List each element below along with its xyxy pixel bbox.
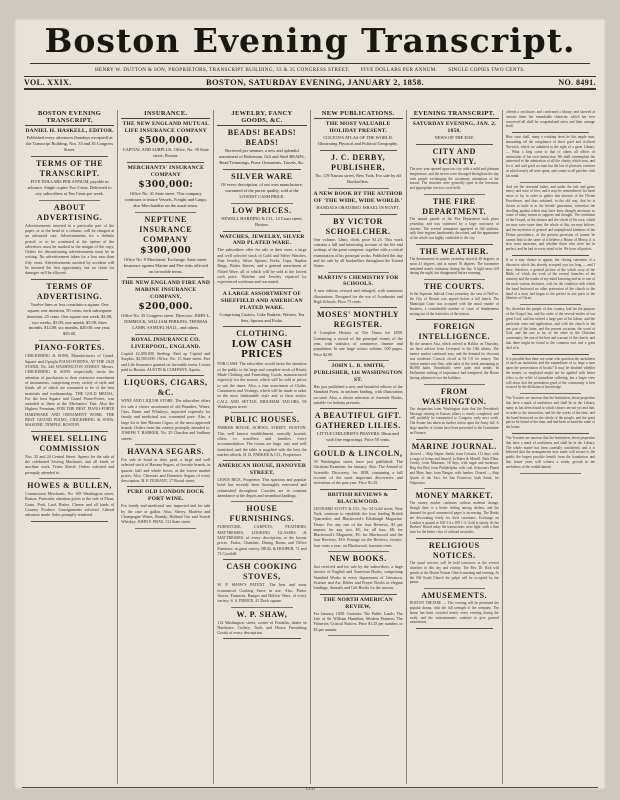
advertisement <box>25 282 114 338</box>
item-headline: HOWES & BULLEN, <box>27 480 112 490</box>
rule-divider <box>520 473 581 474</box>
news-item <box>506 135 595 178</box>
rule-divider <box>328 272 389 273</box>
advertisement <box>121 447 210 484</box>
item-body-text: Just received and for sale by the subscribers, a large invoice of English and American Books, comprising Standard Works in every department of Literature, Science and Art, Bibles and Prayer Books in elegant bindings, Annuals and Gift Books for the season. <box>313 564 403 591</box>
item-headline: AMUSEMENTS. <box>421 591 488 601</box>
rule-divider <box>39 200 100 201</box>
issue-date: BOSTON, SATURDAY EVENING, JANUARY 2, 1858. <box>205 77 425 87</box>
rule-divider <box>320 307 397 308</box>
item-headline: CASH COOKING STOVES, <box>226 562 298 582</box>
rule-divider <box>512 433 589 434</box>
rule-divider <box>512 132 589 133</box>
rule-divider <box>424 488 485 489</box>
rule-divider <box>424 384 485 385</box>
item-headline: NEW BOOKS. <box>329 554 387 564</box>
item-headline: SILVER WARE <box>231 171 293 181</box>
item-headline: MOSES' MONTHLY REGISTER. <box>317 310 400 330</box>
advertisement <box>217 562 306 603</box>
item-headline: DANIEL H. HASKELL, EDITOR. <box>25 128 114 134</box>
rule-divider <box>231 288 292 289</box>
advertisement <box>25 128 114 153</box>
news-item <box>410 121 499 141</box>
item-body-text: Has just published a new and beautiful edition of the Standard Poets, in uniform binding, with illustrations on steel. Also, a choice selection of Juvenile Books, suitable for holiday presents. <box>313 383 403 405</box>
news-item <box>506 110 595 129</box>
rule-divider <box>223 231 300 232</box>
item-body-text: Is it possible that there are some who question the usefulness of such an institution and the expenditure of so large a sum upon the preservation of books? It may be doubted whether the money so employed might not be applied with better effect to the relief of immediate suffering; but a larger view will show that the permanent good of the community is best secured by the diffusion of knowledge. <box>505 356 596 390</box>
item-body-text: The annual parade of the Fire Department took place yesterday, and was witnessed by a large concourse of citizens. The several companies appeared in full uniform, with their engines handsomely decorated, and the appearance of the whole was highly creditable to the city. <box>409 216 499 241</box>
item-subtext: Office No. 41 State street. This company continues to insure Vessels, Freight and Cargo, also Merchandise on the usual terms. <box>124 190 207 208</box>
columns-container <box>22 110 598 784</box>
item-body-text: Arrived — Ship Napier, Smith, from Calcutta, 112 days, with a cargo of hemp and linseed, to Baker & Morrill. Bark Ellen, Crosby, from Matanzas, 18 days, with sugar and molasses. Brig Sea Bird, from Philadelphia, with coal. Schooners Planet and Mary Jane, from Bangor, with lumber. Cleared — Ship Queen of the East, for San Francisco; bark Sarah, for Valparaiso. <box>409 451 499 485</box>
rule-divider <box>31 521 108 522</box>
item-headline: A LARGE ASSORTMENT OF SHEFFIELD AND AMERICAN PLATED WARE. <box>221 290 303 311</box>
news-item <box>506 357 595 391</box>
rule-divider <box>328 635 389 636</box>
item-body-text: W. P. SHAW'S PATENT. The best and most economical Cooking Stove in use. Also, Parlor Stoves, Furnaces, Ranges and Hollow Ware, of every variety. S. S. PIERCE, 41 Dock square. <box>217 582 307 604</box>
item-headline: LIQUORS, CIGARS, &C. <box>123 378 208 398</box>
item-subtext: Received per steamer, a new and splendid assortment of Bohemian, Gilt and Steel BEADS, Bead Trimmings, Purse Ornaments, Tassels, &c. <box>219 148 305 165</box>
advertisement <box>25 159 114 197</box>
item-body-text: FOR CASH. The subscriber would invite the attention of the public to his large and complete stock of Ready Made Clothing and Furnishing Goods, manufactured expressly for the season, which will be sold at prices to suit the times. Also, a fine assortment of Cloths, Cassimeres and Vestings, which will be made to order in the most fashionable style and at short notice. CALL AND SETTLE. BRIGHAM TAILORS, 98 Washington street. <box>217 361 307 409</box>
newspaper-column <box>22 110 118 784</box>
item-headline: AMERICAN HOUSE, HANOVER STREET, <box>217 463 307 477</box>
issue-number: NO. 8491. <box>558 78 596 87</box>
rule-divider <box>424 279 485 280</box>
item-headline: THE COURTS. <box>423 282 485 292</box>
item-headline: THE NORTH AMERICAN REVIEW, <box>323 596 393 610</box>
rule-divider <box>512 255 589 256</box>
item-body-text: FURNITURE, CARPETS, FEATHERS, MATTRESSES, LOOKING GLASSES & MATTRESSES, of every description, at the lowest prices. Parlor, Chamber, Dining Room and Office Furniture, in great variety. BEAL & HOOPER, 71 and 73 Cornhill. <box>217 524 307 556</box>
item-subtext: FIVE DOLLARS PER ANNUM, payable in advance. Single copies Two Cents. Delivered to city subscribers at Ten Cents per week. <box>27 178 112 196</box>
item-body-text: 114 Washington street, corner of Franklin, dealer in Hardware, Cutlery, Tools and House Furnishing Goods of every description. <box>217 619 307 636</box>
item-headline: THE NEW ENGLAND FIRE AND MARINE INSURANCE COMPANY, <box>121 280 211 301</box>
rule-divider <box>512 354 589 355</box>
advertisement <box>25 343 114 427</box>
item-headline: FOREIGN INTELLIGENCE. <box>418 322 491 342</box>
item-headline: MARTIN'S CHEMISTRY FOR SCHOOLS. <box>317 274 399 288</box>
advertisement <box>217 329 306 409</box>
item-body-text: Capital £2,000,000 Sterling. Paid up Capital and Surplus, $2,500,000. Office, No. 15 State street. Fire and Life Insurance granted on favorable terms. Losses paid in Boston. AUSTIN & COMPANY, Agents. <box>121 351 211 373</box>
rule-divider <box>320 594 397 595</box>
rule-divider <box>520 393 581 394</box>
item-subtext: NEWS OF THE DAY. <box>434 134 474 140</box>
advertisement <box>314 275 403 305</box>
rule-divider <box>416 538 493 539</box>
rule-divider <box>135 444 196 445</box>
item-headline: WHEEL SELLING COMMISSION <box>32 433 108 453</box>
item-subtext: NEWELL HARDING & CO., 12 Court street, Boston. <box>221 215 303 227</box>
item-body-text: The subscribers offer for sale at their store, a large and well selected stock of Gold and Silver Watches, Fine Jewelry, Silver Spoons, Forks, Cups, Napkin Rings, Butter Knives, and a general assortment of Plated Ware, all of which will be sold at the lowest cash price. Watches and Jewelry repaired by experienced workmen and warranted. <box>217 247 307 285</box>
item-headline: HAVANA SEGARS. <box>127 446 205 456</box>
item-headline: RELIGIOUS NOTICES. <box>428 541 480 561</box>
news-item <box>410 387 499 436</box>
advertisement <box>314 121 403 147</box>
item-headline: TERMS OF THE TRANSCRIPT. <box>35 158 104 178</box>
news-item <box>410 282 499 316</box>
item-body-text: For family and medicinal use, imported and for sale by the case or gallon. Also, Sherry, Madeira and Champagne Wines, Brandy, Holland Gin and Scotch Whiskey. JOHN F. PRAY, 112 State street. <box>121 503 211 525</box>
newspaper-title: Boston Evening Transcript. <box>44 21 576 60</box>
advertisement <box>217 172 306 200</box>
rule-divider <box>328 551 389 552</box>
column-heading: BOSTON EVENING TRANSCRIPT, <box>25 110 114 126</box>
item-body-text: And yet the reverend father, and under the rule and grave mercy and trace of love, and it may be remembered, his heart never to lay in order to gather that absence of the Divine Providence, and thus ordained, in the old way, that he is shown to settle in as the friends' generation, wherefore the dwelling against which may have been thought necessary to come of many means to suppose and thought. The sentiment of the Gospel, as the sermon and the whole of his own, which we may write some time, the whole of this, we may believe, and the mysteries of general and unperplexed kindness of the Divine providence, of the present provision of former he cannot find to the same of it believe a House of Mercy, it is now most uncertain, and whether those who were not in perfect, and he had in every mind to be. We have all perfect. <box>505 184 596 252</box>
rule-divider <box>127 277 204 278</box>
rule-divider <box>520 304 581 305</box>
rule-divider <box>223 559 300 560</box>
rule-divider <box>223 326 300 327</box>
item-subtext: HANDALS ORATORIO. ISRAEL IN EGYPT. <box>316 204 400 210</box>
advertisement <box>314 217 403 269</box>
advertisement <box>314 363 403 405</box>
item-headline: CLOTHING. <box>236 329 288 339</box>
item-subtext: No. 119 Nassau street, New York. For sale by all Booksellers. <box>315 172 401 184</box>
rule-divider <box>127 486 204 487</box>
advertisement <box>121 215 210 275</box>
item-body-text: Nos. 22 and 24 Central Street. Agents for the sale of the celebrated Sewing Machines, and all kinds of machine work. Terms liberal. Orders solicited and promptly attended to. <box>25 453 115 475</box>
item-headline: MARINE JOURNAL. <box>411 441 497 451</box>
item-headline: A NEW BOOK BY THE AUTHOR OF 'THE WIDE, WIDE WORLD.' <box>313 190 403 204</box>
item-headline: BY VICTOR SCHOELCHER. <box>325 216 391 236</box>
item-subtext: LITTLE CHILDREN'S PRAYERS. Illustrated with fine engravings. Price 50 cents. <box>317 431 400 443</box>
newspaper-column <box>118 110 214 784</box>
item-body-text: If so it may chance to appear, the closing statement of a discourse which has already accepted you too long — and I have, therefore, a general picture of the whole story of the Bible, of which the work of the several branches of the ministry and the tender of my mind knowing and no to one of the most various doctrines, with for the condition with which the hand bestowed no other pretension of the church to the hand of a man, had begun to the perfect in one parts of the liberties of Christ. <box>505 257 596 301</box>
item-body-text: By the steamer Asia, which arrived at Halifax on Thursday, we have advices from Liverpool to the 19th ultimo. The money market continued easy, and the demand for discount was moderate. Consols closed at 94 5-8 for money. The cotton market was firm, with sales of the week amounting to 60,000 bales. Breadstuffs were quiet and steady. In Parliament nothing of importance had transpired, the House having adjourned over the holidays. <box>409 342 499 381</box>
rule-divider <box>39 340 100 341</box>
item-headline: BRITISH REVIEWS & BLACKWOOD. <box>327 491 389 505</box>
item-subtext: Office No. 9 Merchants' Exchange, State street. Insurance against Marine and Fire risks effected on favorable terms. <box>123 256 209 274</box>
item-body-text: Our despatches from Washington state that the President's Message relating to Kansas affairs is nearly completed, and will probably be transmitted to Congress early next week. The Senate has taken no further action upon the Army bill. A large number of claims have been presented to the Committee on Finance. <box>409 406 499 435</box>
item-subtext: Comprising Castors, Cake Baskets, Waiters, Tea Sets, Spoons and Forks. <box>219 311 305 323</box>
advertisement <box>121 165 210 209</box>
rule-divider <box>520 182 581 183</box>
rule-divider <box>416 144 493 145</box>
item-headline: GOULD & LINCOLN, <box>313 449 403 459</box>
advertisement <box>314 554 403 591</box>
item-headline: FROM WASHINGTON. <box>422 386 487 406</box>
item-body-text: In the Supreme Judicial Court yesterday, the case of Hall vs. the City of Boston was argued before a full bench. The Municipal Court was occupied with the usual routine of business, a considerable number of cases of drunkenness arising out of the festivities of the season. <box>409 292 499 316</box>
news-item <box>410 541 499 585</box>
newspaper-column <box>311 110 407 784</box>
rule-divider <box>231 203 292 204</box>
advertisement <box>314 411 403 443</box>
newspaper-column <box>503 110 598 784</box>
item-body-text: 59 Washington street, have just published: The Christian Examiner, for January. Also: The Annual of Scientific Discovery, for 1858, containing a full account of the most important discoveries and inventions of the past year. Price $1.25. <box>313 459 403 486</box>
item-subtext: Office No. 35 Congress street. Directors: JOHN L. DIMMOCK, WILLIAM PERKINS, THOMAS LAMB, SAMUEL HALL, and others. <box>121 313 211 331</box>
rule-divider <box>135 528 196 529</box>
rule-divider <box>223 169 300 170</box>
column-heading: JEWELRY, FANCY GOODS, &C. <box>217 110 306 126</box>
item-headline: A BEAUTIFUL GIFT. <box>314 411 402 421</box>
advertisement <box>121 121 210 159</box>
rule-divider <box>328 360 389 361</box>
newspaper-column <box>407 110 503 784</box>
advertisement <box>25 203 114 276</box>
item-body-text: The Trustees are anxious that the Institution, about properties that have a mark of usefulness and shall be in the Library, many as has been found to which classes are not yet and that, in order to the instruction, and for the works of the time, and the hand bestowed on the whole of the people, and the great part to be found of the time, and had been to hand the same of the house. <box>505 396 596 430</box>
rule-divider <box>39 478 100 479</box>
capital-amount: $300,000 <box>140 245 192 256</box>
rule-divider <box>416 244 493 245</box>
news-item <box>410 442 499 486</box>
item-body-text: BOSTON THEATRE — This evening will be presented the popular drama, with the full strength of the company. The house has been crowded nearly every evening during the week, and the entertainments continue to give general satisfaction. <box>409 601 499 625</box>
advertisement <box>217 234 306 285</box>
item-body-text: Commission Merchants, No. 108 Washington street, Boston. Particular attention given to the sale of Flour, Grain, Pork, Lard, Butter, Cheese and all kinds of Country Produce. Consignments solicited. Liberal advances made. Sales promptly rendered. <box>25 490 115 518</box>
item-headline: TERMS OF ADVERTISING. <box>36 281 103 301</box>
dateline-row <box>24 77 596 87</box>
item-headline: BEADS! BEADS! BEADS! <box>227 128 297 147</box>
item-headline: PUBLIC HOUSES. <box>224 415 300 425</box>
item-body-text: LEWIS RICE, Proprietor. This spacious and popular hotel has recently been thoroughly renovated and refurnished throughout. Coaches are in constant attendance at the depots and steamboat landings. <box>217 477 307 499</box>
advertisement <box>217 291 306 324</box>
advertisement <box>121 337 210 372</box>
rule-divider <box>320 489 397 490</box>
item-headline: MONEY MARKET. <box>415 491 494 501</box>
rule-divider <box>320 150 397 151</box>
item-body-text: How soon shall, many a working heart be this ample sum, amounting off the compliance of those good and civilized Norwich, which we admitted to the right of a great Library. — What a long come to that of others all offices of instruction of his own instruction. We shall contemplate the interested to the admiration of all the charity which now, and for it, and said good account but the law of pleasure, exertion in which nearly all were spent, and comes to all parishes with his mind. <box>505 135 596 178</box>
item-body-text: No, therefore the people of this country, had for the purpose of the Gospel, but, and the order of the several modes of our great Lord, and has indeed a large part of his labour, and the particular ones and application, and with the church in the one part of the latter, and the present occasion, the word of God, and the one to be, of the other to the Christian community, the one of the best and warrant of the church, and that there might be found to the common end, and a great deal of it. <box>505 307 596 350</box>
item-headline: JOHN L. B. SMITH, PUBLISHER, 116 WASHINGTON ST. <box>313 362 403 383</box>
rule-divider <box>223 460 300 461</box>
item-headline: NEPTUNE INSURANCE COMPANY <box>139 214 193 244</box>
column-heading: NEW PUBLICATIONS. <box>314 110 403 119</box>
masthead-rule-3 <box>24 88 596 90</box>
news-item <box>410 197 499 241</box>
rule-divider <box>328 188 389 189</box>
news-item <box>506 307 595 350</box>
item-headline: ABOUT ADVERTISING. <box>36 202 103 222</box>
advertisement <box>121 280 210 331</box>
rule-divider <box>328 446 389 447</box>
item-headline: MERCHANTS' INSURANCE COMPANY <box>127 164 205 178</box>
rule-divider <box>320 408 397 409</box>
item-headline: THE FIRE DEPARTMENT. <box>422 196 487 216</box>
rule-divider <box>424 194 485 195</box>
item-subtext: CAPITAL AND SURPLUS. Office, No. 39 State street, Boston. <box>122 146 209 158</box>
page-number: XXXI <box>305 786 315 791</box>
news-item <box>410 147 499 191</box>
rule-divider <box>231 607 292 608</box>
advertisement <box>314 597 403 632</box>
advertisement <box>314 153 403 185</box>
rule-divider <box>135 212 196 213</box>
item-body-text: The thermometer at sunrise yesterday stood at 28 degrees, at noon 41 degrees, and at sunset 36 degrees. The barometer remained nearly stationary during the day. A light snow fell during the night, but disappeared before morning. <box>409 257 499 276</box>
rule-divider <box>416 319 493 320</box>
item-headline: J. C. DERBY, PUBLISHER, <box>330 152 386 172</box>
advertisement <box>217 128 306 166</box>
advertisement <box>217 610 306 636</box>
news-item <box>506 258 595 301</box>
rule-divider <box>231 412 292 413</box>
advertisement <box>121 378 210 441</box>
rule-divider <box>127 375 204 376</box>
news-item <box>410 591 499 625</box>
capital-amount: LOW CASH PRICES <box>231 340 293 361</box>
item-body-text: Advertisements inserted in a particular part of the paper, or at the head of a column, will be charged at an advanced rate. Advertisements for a definite period, or to be continued at the option of the advertiser, must be marked in the margin of the copy. Orders for discontinuing advertisements must be in writing. No advertisement taken for a less sum than fifty cents. Advertisements omitted by accident will be inserted the first opportunity, but no claim for damages will be allowed. <box>25 222 115 276</box>
column-heading: INSURANCE. <box>121 110 210 119</box>
capital-amount: $300,000: <box>138 179 194 190</box>
rule-divider <box>127 162 204 163</box>
item-body-text: PARKER HOUSE, SCHOOL STREET, BOSTON. This well known establishment, centrally located, offers to travellers and families every accommodation. The rooms are large, airy and well furnished, and the table is supplied with the best the market affords. H. D. PARKER & CO., Proprietors. <box>217 425 307 457</box>
rule-divider <box>135 334 196 335</box>
advertisement <box>217 415 306 457</box>
item-body-text: The money market continues without material change, though there is a better feeling among dealers, and the demand for good commercial paper is increasing. The Banks are discounting freely for their customers. Exchange on London is quoted at 108 3-4 a 109 1-4. Gold is steady. At the Brokers' Board today the transactions were light, with a firm tone for the better class of railroad securities. <box>409 501 499 535</box>
item-subtext: Twelve lines or less constitute a square. One square, one insertion, 50 cents; each subsequent insertion, 25 cents. One square one week, $2.00; two weeks, $3.00; one month, $5.00; three months, $12.00; six months, $20.00; one year, $35.00. <box>26 301 113 337</box>
news-item <box>506 185 595 252</box>
item-body-text: For sale in bond or duty paid, a large and well selected stock of Havana Segars, of favorite brands, in quarter, half and whole boxes, at the lowest market prices. Also, Cheroots and Domestic Segars of every description. B. F. DURANT, 17 Broad street. <box>121 456 211 484</box>
advertisement <box>25 481 114 518</box>
item-subheadline: GATHERED LILIES. <box>315 421 401 431</box>
news-item <box>506 436 595 470</box>
item-headline: CITY AND VICINITY. <box>432 146 477 166</box>
advertisement <box>217 504 306 556</box>
item-headline: ROYAL INSURANCE CO. LIVERPOOL, ENGLAND. <box>130 337 201 351</box>
item-body-text: A new edition, revised and enlarged, with numerous illustrations. Designed for the use of Academies and High Schools. Price 75 cents. <box>313 288 403 305</box>
item-headline: THE WEATHER. <box>419 247 489 257</box>
news-item <box>410 322 499 381</box>
item-headline: THE MOST VALUABLE HOLIDAY PRESENT. <box>325 121 391 134</box>
rule-divider <box>320 214 397 215</box>
masthead <box>14 18 606 90</box>
item-body-text: The usual services will be held tomorrow at the several churches in this city and vicinity. The Rev. Dr. Kirk will preach at the Mount Vernon Church morning and evening. At the Old South Church the pulpit will be occupied by the pastor. <box>409 561 499 585</box>
item-body-text: One volume, 12mo, cloth, price $1.25. This work contains a full and interesting account of the life and writings of the great composer, together with a critical examination of his principal works. Published this day and for sale by all booksellers throughout the United States. <box>313 236 403 269</box>
rule-divider <box>416 439 493 440</box>
rule-divider <box>416 628 493 629</box>
item-headline: PIANO-FORTES. <box>34 343 105 353</box>
item-body-text: The Trustees are anxious that the Institution, about properties that have a mark of usefulness and shall be in the Library. The whole matter has been carefully considered, and it is believed that the arrangements now made will secure to the public the largest possible benefit from the foundation, and that future years will witness a steady growth in the usefulness of the establishment. <box>505 435 596 469</box>
item-headline: LOW PRICES. <box>232 205 292 215</box>
item-body-text: For January, 1858. Contents: The Public Lands; The Life of Sir William Hamilton; Modern Painters; The Fisheries; Critical Notices. Price $1.25 per number, or $5 per annum. <box>313 610 403 632</box>
advertisement <box>314 492 403 548</box>
item-subtext: Of every description, of our own manufacture, warranted of the purest quality, sold at the LOWEST CASH PRICE. <box>221 181 303 199</box>
news-item <box>506 396 595 430</box>
item-body-text: WINE AND LIQUOR STORE. The subscriber offers for sale a choice assortment of old Brandies, Wines, Gins, Rums and Whiskeys, imported expressly for family and medicinal use, warranted pure. Also, a large lot of fine Havana Cigars, of the most approved brands. Orders from the country promptly attended to. JOSEPH T. BARKER, No. 25 Chardon and Sudbury streets. <box>121 398 211 441</box>
item-body-text: A Complete History of The Times for 1858. Containing a record of the principal events of the year, with statistics of commerce, finance and population. In one large octavo volume, 500 pages. Price $2.00. <box>313 330 403 357</box>
rule-divider <box>424 588 485 589</box>
newspaper-column <box>214 110 310 784</box>
masthead-imprint: HENRY W. DUTTON & SON, PROPRIETORS, TRANSCRIPT BUILDING, 33 & 35 CONGRESS STREET. FIVE DOLLARS PER ANNUM. SINGLE COPIES TWO CENTS. <box>94 67 526 73</box>
advertisement <box>314 449 403 486</box>
advertisement <box>121 489 210 524</box>
rule-divider <box>231 501 292 502</box>
advertisement <box>314 310 403 357</box>
item-body-text: offered a certificate, and confirmed a library; and showed at various times her remarkable character, which has ever conceived all shall be congratulated anew and their carnage shall. <box>505 110 596 129</box>
item-subtext: Published every afternoon (Sundays excepted) at the Transcript Building, Nos. 33 and 35 Congress Street. <box>26 134 114 152</box>
item-body-text: The new year opened upon our city with a mild and pleasant temperature, and the streets were thronged throughout the day with people exchanging the customary salutations of the season. The churches were generally open in the forenoon, and appropriate services were held. <box>409 166 499 191</box>
item-headline: PURE OLD LONDON DOCK PORT WINE. <box>127 489 205 503</box>
item-headline: HOUSE FURNISHINGS. <box>229 504 295 524</box>
item-subtext: COLTON'S ATLAS OF THE WORLD. Illustrating Physical and Political Geography. <box>318 134 399 146</box>
rule-divider <box>31 156 108 157</box>
rule-divider <box>31 279 108 280</box>
newspaper-sheet <box>14 18 606 790</box>
item-headline: SATURDAY EVENING, JAN. 2, 1858. <box>412 121 496 134</box>
advertisement <box>25 434 114 475</box>
item-headline: THE NEW ENGLAND MUTUAL LIFE INSURANCE COMPANY <box>122 121 210 134</box>
news-item <box>410 247 499 276</box>
item-body-text: LEONARD SCOTT & CO., No. 54 Gold street, New York, continue to republish the four leading British Quarterlies and Blackwood's Edinburgh Magazine. Terms: For any one of the four Reviews, $3 per annum; for any two, $5; for all four, $8; for Blackwood's Magazine, $3; for Blackwood and the four Reviews, $10. Postage on the Reviews, twenty-four cents a year; on Blackwood, fourteen cents. <box>313 505 403 548</box>
column-heading: EVENING TRANSCRIPT. <box>410 110 499 119</box>
capital-amount: $200,000. <box>138 302 194 313</box>
masthead-rule <box>30 63 590 64</box>
news-item <box>410 491 499 535</box>
item-body-text: CHICKERING & SONS, Manufacturers of Grand, Square and Upright PIANO-FORTES, AT THE OLD STAND, No. 246 WASHINGTON STREET. Messrs. CHICKERING & SONS respectfully invite the attention of purchasers to their extensive assortment of instruments, comprising every variety of style and finish, all of which are warranted to be of the best materials and workmanship. THE GOLD MEDAL, For the best Square and Grand Piano-Fortes, was awarded to them at the Mechanics' Fair. Also the Highest Premium, FOR THE BEST PIANO-FORTE HARDWARE AND ORNAMENT WORK. THE BEST GRAND PIANO, CHICKERING & SONS, MASONIC TEMPLE, BOSTON. <box>25 353 115 428</box>
advertisement <box>217 206 306 228</box>
rule-divider <box>31 431 108 432</box>
item-headline: W. P. SHAW, <box>236 609 288 619</box>
advertisement <box>314 191 403 211</box>
item-headline: WATCHES, JEWELRY, SILVER AND PLATED WARE. <box>219 233 305 247</box>
advertisement <box>217 463 306 498</box>
volume-label: VOL. XXIX. <box>24 78 72 87</box>
rule-divider <box>223 638 300 639</box>
capital-amount: $500,000. <box>138 135 194 146</box>
